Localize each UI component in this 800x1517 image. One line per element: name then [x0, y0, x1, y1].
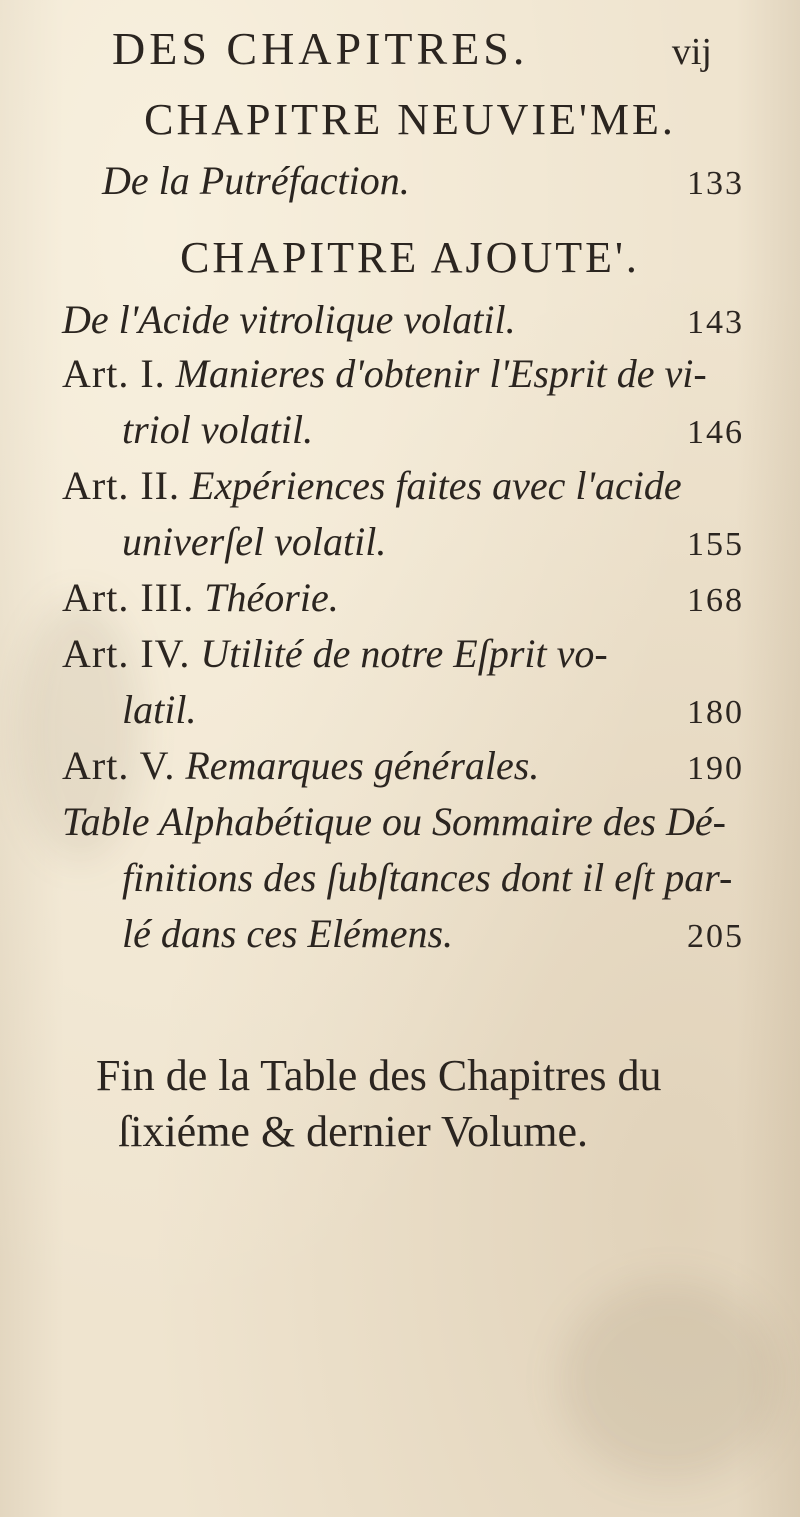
toc-entry-page: 180 — [687, 694, 744, 731]
toc-entry — [62, 350, 744, 397]
toc-entry — [62, 630, 744, 677]
toc-entry-title-cont: triol volatil. — [122, 407, 314, 452]
toc-entry-title-cont: finitions des ſubſtances dont il eſt par- — [122, 855, 733, 900]
toc-entry-page: 168 — [687, 582, 744, 619]
toc-entry — [62, 462, 744, 509]
article-number: Art. III. — [62, 575, 195, 620]
article-number: Art. I. — [62, 351, 166, 396]
article-number: Art. II. — [62, 463, 180, 508]
toc-entry-title-cont: latil. — [122, 687, 197, 732]
toc-entry-page: 205 — [687, 918, 744, 955]
toc-entry-page: 133 — [687, 165, 744, 202]
toc-entry-page: 143 — [687, 304, 744, 341]
chapter-added-heading: CHAPITRE AJOUTE'. — [180, 233, 640, 282]
toc-entry-page: 155 — [687, 526, 744, 563]
toc-entry-title: Expériences faites avec l'acide — [189, 463, 682, 508]
page-folio: vij — [671, 31, 712, 73]
toc-entry — [62, 574, 744, 621]
toc-entry-title: De l'Acide vitrolique volatil. — [62, 297, 516, 342]
toc-entry-continuation — [122, 686, 744, 733]
toc-entry — [62, 742, 744, 789]
toc-entry-title: Table Alphabétique ou Sommaire des Dé- — [62, 799, 727, 844]
running-head-title: DES CHAPITRES. — [112, 23, 529, 74]
closing-line: ſixiéme & dernier Volume. — [118, 1107, 589, 1156]
toc-entry-title: Remarques générales. — [185, 743, 540, 788]
toc-entry-continuation — [122, 406, 744, 453]
article-number: Art. IV. — [62, 631, 191, 676]
toc-entry-continuation — [122, 518, 744, 565]
chapter-nine-heading: CHAPITRE NEUVIE'ME. — [144, 95, 676, 144]
toc-entry-title-cont: lé dans ces Elémens. — [122, 911, 454, 956]
article-number: Art. V. — [62, 743, 176, 788]
toc-entry-continuation — [122, 854, 744, 901]
running-head — [112, 22, 712, 75]
closing-line: Fin de la Table des Chapitres du — [96, 1051, 662, 1100]
toc-entry-continuation — [122, 910, 744, 957]
toc-entry-title: De la Putréfaction. — [102, 158, 410, 203]
toc-entry-page: 146 — [687, 414, 744, 451]
paper-stain — [560, 1280, 780, 1480]
toc-entry-title: Utilité de notre Eſprit vo- — [200, 631, 608, 676]
toc-entry — [62, 296, 744, 343]
toc-entry — [102, 157, 744, 204]
toc-entry — [62, 798, 744, 845]
toc-entry-title: Théorie. — [204, 575, 339, 620]
toc-entry-title: Manieres d'obtenir l'Esprit de vi- — [175, 351, 707, 396]
toc-entry-title-cont: univerſel volatil. — [122, 519, 387, 564]
toc-entry-page: 190 — [687, 750, 744, 787]
